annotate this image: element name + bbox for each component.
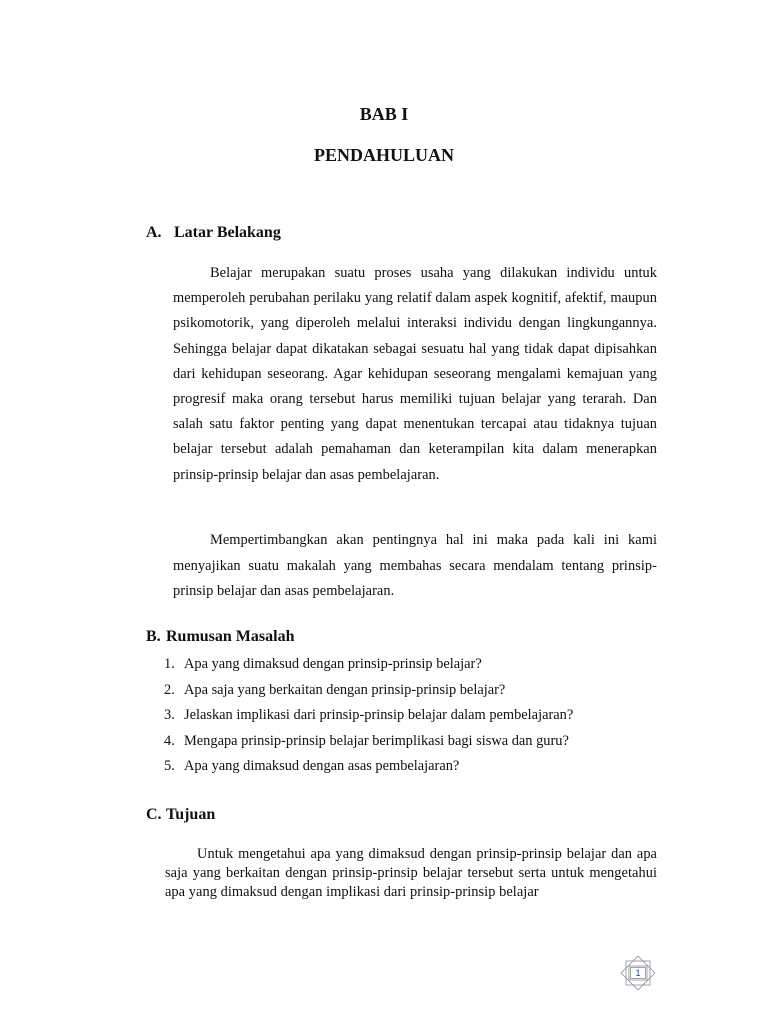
- section-title: Latar Belakang: [174, 224, 281, 241]
- list-text: Mengapa prinsip-prinsip belajar berimplikasi bagi siswa dan guru?: [184, 732, 569, 749]
- section-letter: C.: [146, 806, 162, 823]
- chapter-number: BAB I: [359, 104, 409, 124]
- page-number: 1: [635, 968, 641, 978]
- page-number-badge: [619, 954, 657, 992]
- section-heading-rumusan-masalah: [146, 628, 294, 646]
- background-paragraph-2: Mempertimbangkan akan pentingnya hal ini maka pada kali ini kami menyajikan suatu makalah yang membahas secara mendalam tentang prinsip-prinsip belajar dan asas pembelajaran.: [173, 532, 657, 599]
- page-ornament-icon: [619, 954, 657, 992]
- list-item: [164, 652, 573, 678]
- list-text: Apa yang dimaksud dengan prinsip-prinsip belajar?: [184, 656, 482, 672]
- list-item: [164, 729, 573, 755]
- section-heading-latar-belakang: [146, 224, 281, 242]
- list-item: [164, 703, 573, 729]
- list-number: 5.: [164, 758, 175, 774]
- list-number: 3.: [164, 707, 175, 723]
- section-heading-tujuan: [146, 806, 215, 824]
- list-item: [164, 754, 573, 780]
- chapter-title: PENDAHULUAN: [313, 145, 454, 165]
- section-title: Tujuan: [166, 806, 216, 823]
- problem-list: [164, 652, 573, 780]
- list-number: 1.: [164, 656, 175, 672]
- list-text: Apa yang dimaksud dengan asas pembelajaran?: [184, 758, 460, 774]
- section-title: Rumusan Masalah: [166, 628, 295, 645]
- list-number: 2.: [164, 681, 175, 698]
- list-text: Apa saja yang berkaitan dengan prinsip-prinsip belajar?: [184, 681, 506, 698]
- purpose-paragraph: Untuk mengetahui apa yang dimaksud dengan prinsip-prinsip belajar dan apa saja yang berkaitan dengan prinsip-prinsip belajar tersebut serta untuk mengetahui apa yang dimaksud dengan implikasi dari prinsip-prinsip belajar: [165, 846, 657, 901]
- background-paragraph-1: Belajar merupakan suatu proses usaha yang dilakukan individu untuk memperoleh perubahan perilaku yang relatif dalam aspek kognitif, afektif, maupun psikomotorik, yang diperoleh melalui interaksi individu dengan lingkungannya. Sehingga belajar dapat dikatakan sebagai sesuatu hal yang tidak dapat dipisahkan dari kehidupan seseorang. Agar kehidupan seseorang mengalami kemajuan yang progresif maka orang tersebut harus memiliki tujuan belajar yang terarah. Dan salah satu faktor penting yang dapat menentukan tercapai atau tidaknya tujuan belajar tersebut adalah pemahaman dan keterampilan kita dalam menerapkan prinsip-prinsip belajar dan asas pembelajaran.: [173, 265, 657, 483]
- section-letter: A.: [146, 224, 162, 241]
- list-text: Jelaskan implikasi dari prinsip-prinsip belajar dalam pembelajaran?: [184, 707, 574, 723]
- list-number: 4.: [164, 732, 175, 749]
- section-letter: B.: [146, 628, 161, 645]
- list-item: [164, 678, 573, 704]
